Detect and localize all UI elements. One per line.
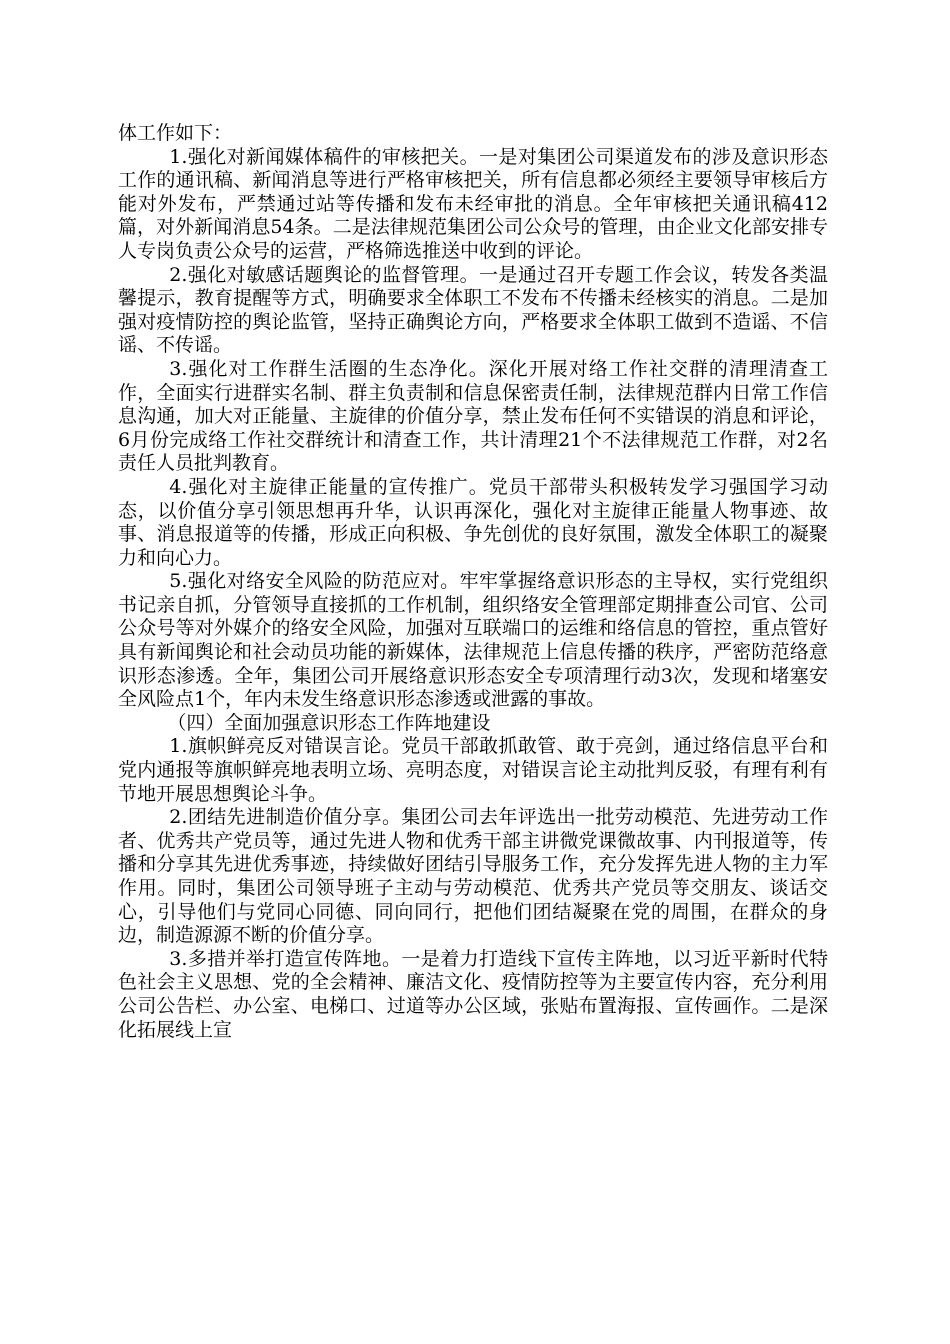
document-body [118,122,828,1042]
paragraph-section4-item-1: 1.旗帜鲜亮反对错误言论。党员干部敢抓敢管、敢于亮剑，通过络信息平台和党内通报等旗帜鲜亮地表明立场、亮明态度，对错误言论主动批判反驳，有理有利有节地开展思想舆论斗争。 [118,735,828,805]
paragraph-section4-item-2: 2.团结先进制造价值分享。集团公司去年评选出一批劳动模范、先进劳动工作者、优秀共产党员等，通过先进人物和优秀干部主讲微党课微故事、内刊报道等，传播和分享其先进优秀事迹，持续做好团结引导服务工作，充分发挥先进人物的主力军作用。同时，集团公司领导班子主动与劳动模范、优秀共产党员等交朋友、谈话交心，引导他们与党同心同德、同向同行，把他们团结凝聚在党的周围，在群众的身边，制造源源不断的价值分享。 [118,806,828,947]
paragraph-item-3: 3.强化对工作群生活圈的生态净化。深化开展对络工作社交群的清理清查工作，全面实行进群实名制、群主负责制和信息保密责任制，法律规范群内日常工作信息沟通，加大对正能量、主旋律的价值分享，禁止发布任何不实错误的消息和评论，6月份完成络工作社交群统计和清查工作，共计清理21个不法律规范工作群，对2名责任人员批判教育。 [118,357,828,475]
section-heading-4: （四）全面加强意识形态工作阵地建设 [167,711,491,734]
paragraph-item-2: 2.强化对敏感话题舆论的监督管理。一是通过召开专题工作会议，转发各类温馨提示，教育提醒等方式，明确要求全体职工不发布不传播未经核实的消息。二是加强对疫情防控的舆论监管，坚持正确舆论方向，严格要求全体职工做到不造谣、不信谣、不传谣。 [118,263,828,357]
paragraph-item-1: 1.强化对新闻媒体稿件的审核把关。一是对集团公司渠道发布的涉及意识形态工作的通讯稿、新闻消息等进行严格审核把关，所有信息都必须经主要领导审核后方能对外发布，严禁通过站等传播和发布未经审批的消息。全年审核把关通讯稿412篇，对外新闻消息54条。二是法律规范集团公司公众号的管理，由企业文化部安排专人专岗负责公众号的运营，严格筛选推送中收到的评论。 [118,145,828,262]
paragraph-section4-item-3: 3.多措并举打造宣传阵地。一是着力打造线下宣传主阵地，以习近平新时代特色社会主义思想、党的全会精神、廉洁文化、疫情防控等为主要宣传内容，充分利用公司公告栏、办公室、电梯口、过道等办公区域，张贴布置海报、宣传画作。二是深化拓展线上宣 [118,947,828,1041]
paragraph-item-4: 4.强化对主旋律正能量的宣传推广。党员干部带头积极转发学习强国学习动态，以价值分享引领思想再升华，认识再深化，强化对主旋律正能量人物事迹、故事、消息报道等的传播，形成正向积极、争先创优的良好氛围，激发全体职工的凝聚力和向心力。 [118,475,828,569]
paragraph-intro: 体工作如下： [118,122,233,144]
paragraph-item-5: 5.强化对络安全风险的防范应对。牢牢掌握络意识形态的主导权，实行党组织书记亲自抓，分管领导直接抓的工作机制，组织络安全管理部定期排查公司官、公司公众号等对外媒介的络安全风险，加强对互联端口的运维和络信息的管控，重点管好具有新闻舆论和社会动员功能的新媒体，法律规范上信息传播的秩序，严密防范络意识形态渗透。全年，集团公司开展络意识形态安全专项清理行动3次，发现和堵塞安全风险点1个，年内未发生络意识形态渗透或泄露的事故。 [118,570,828,711]
